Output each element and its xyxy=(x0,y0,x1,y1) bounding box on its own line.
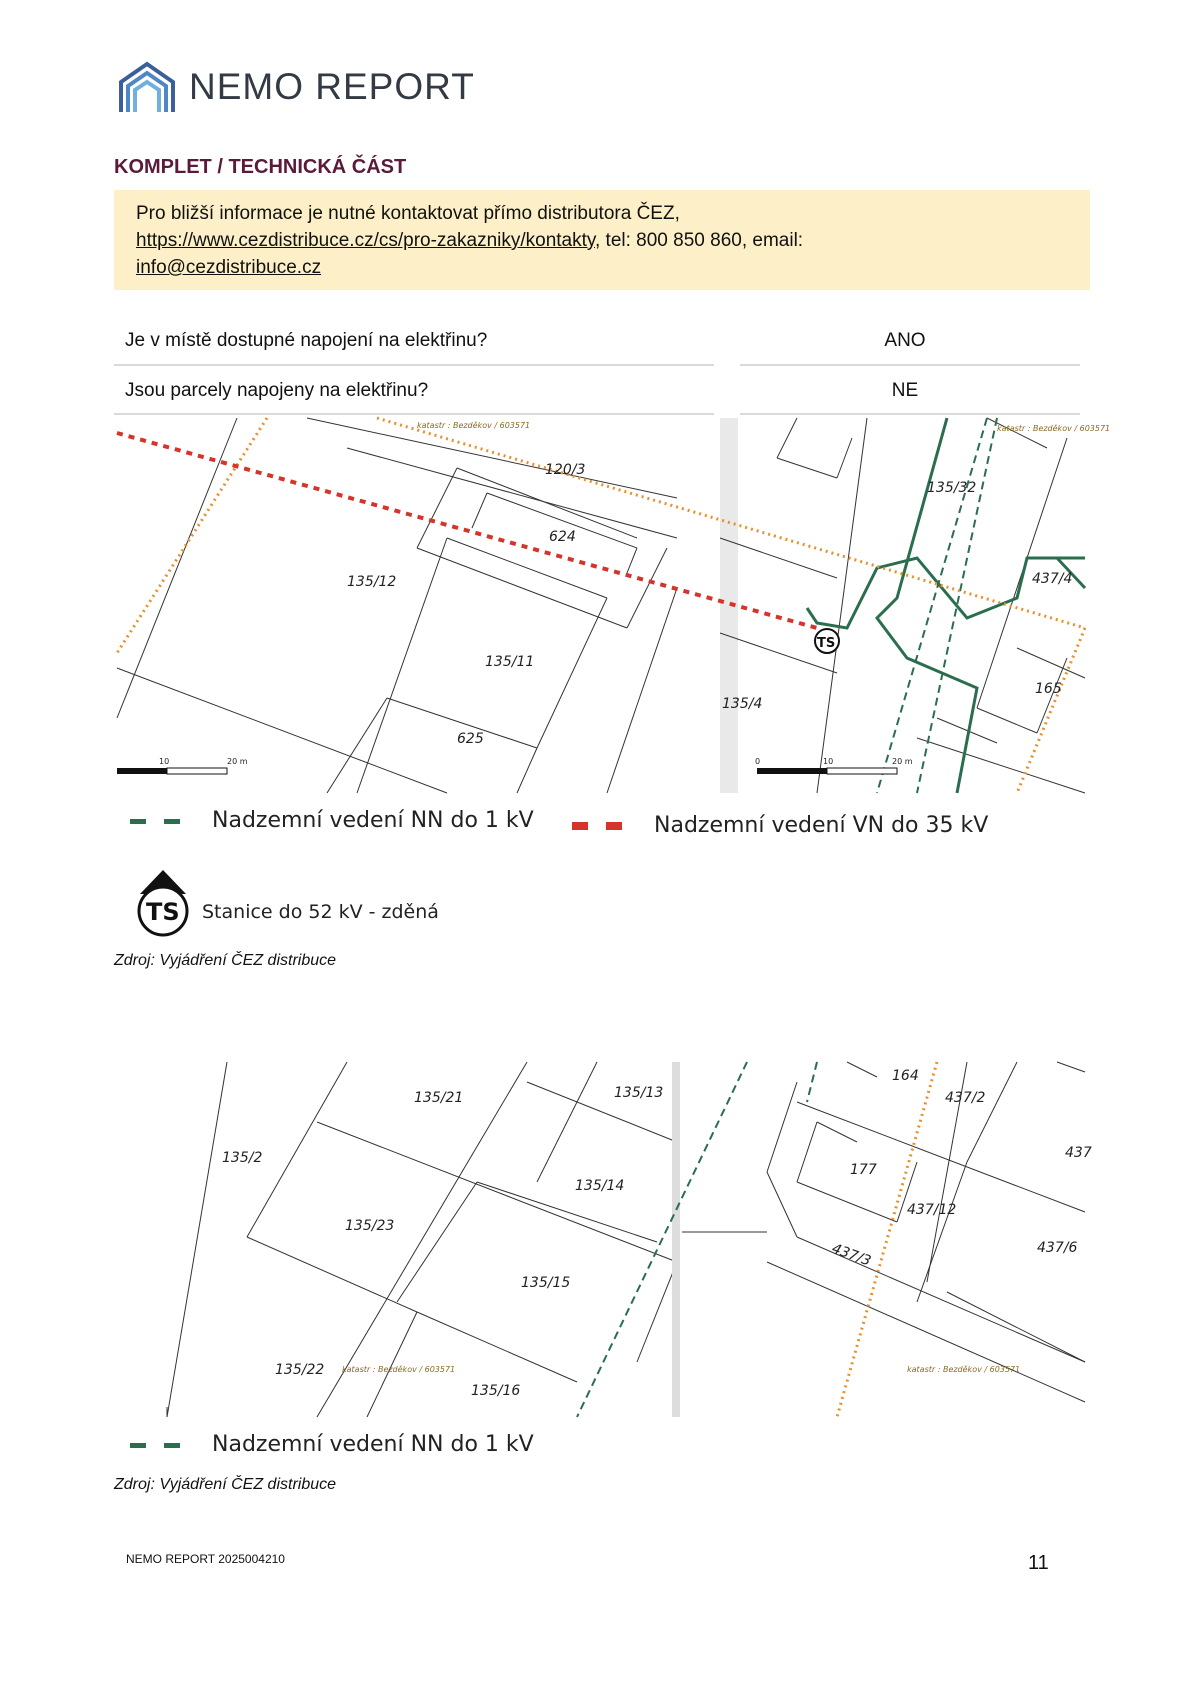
parcel-label: 164 xyxy=(892,1068,919,1084)
parcel-label: 135/11 xyxy=(485,654,535,670)
scale-label: 0 xyxy=(755,757,761,766)
parcel-label: 624 xyxy=(549,529,576,545)
vn-line-symbol xyxy=(570,819,630,833)
scale-label: 10 xyxy=(823,757,834,766)
info-phone: , tel: 800 850 860, email: xyxy=(594,230,804,251)
nn-line-symbol xyxy=(128,815,188,829)
parcel-label: 135/22 xyxy=(275,1362,325,1378)
divider xyxy=(114,413,714,415)
parcel-label: 135/16 xyxy=(471,1383,521,1399)
ts-station-icon xyxy=(134,868,192,938)
cadastre-label: katastr : Bezděkov / 603571 xyxy=(417,421,531,430)
parcel-label: 135/21 xyxy=(414,1090,464,1106)
parcel-label: 135/32 xyxy=(927,480,977,496)
question-1: Je v místě dostupné napojení na elektřinu? xyxy=(125,330,488,351)
map-2-drawing xyxy=(117,1062,1092,1417)
cadastre-label: katastr : Bezděkov / 603571 xyxy=(907,1365,1021,1374)
info-line-2 xyxy=(136,227,1068,254)
parcel-label: 437/12 xyxy=(907,1202,957,1218)
brand-name: NEMO REPORT xyxy=(189,66,475,107)
answer-1: ANO xyxy=(884,330,926,351)
map-1-drawing xyxy=(117,418,1111,793)
parcel-label: 437 xyxy=(1065,1145,1092,1161)
info-box xyxy=(114,190,1090,290)
parcel-label: 120/3 xyxy=(545,462,586,478)
parcel-label: 437/2 xyxy=(945,1090,986,1106)
ts-symbol-text: TS xyxy=(146,898,180,926)
brand-logo xyxy=(117,60,475,116)
logo-mark-icon xyxy=(117,60,177,116)
scale-label: 20 m xyxy=(227,757,248,766)
info-line-3 xyxy=(136,254,1068,281)
nn-line-symbol xyxy=(128,1439,188,1453)
scale-label: 20 m xyxy=(892,757,913,766)
cez-contact-link[interactable]: https://www.cezdistribuce.cz/cs/pro-zakazniky/kontakty xyxy=(136,230,595,251)
divider xyxy=(740,364,1080,366)
parcel-label: 177 xyxy=(850,1162,877,1178)
parcel-label: 135/4 xyxy=(722,696,763,712)
parcel-label: 135/14 xyxy=(575,1178,625,1194)
section-title: KOMPLET / TECHNICKÁ ČÁST xyxy=(114,156,407,178)
parcel-label: 437/3 xyxy=(829,1240,874,1270)
cez-email-link[interactable]: info@cezdistribuce.cz xyxy=(136,257,322,278)
caption-2: Zdroj: Vyjádření ČEZ distribuce xyxy=(114,1476,337,1493)
parcel-label: 135/2 xyxy=(222,1150,263,1166)
map-2 xyxy=(117,1062,1092,1417)
info-line-1: Pro bližší informace je nutné kontaktovat přímo distributora ČEZ, xyxy=(136,203,680,224)
ts-map-label: TS xyxy=(817,636,836,651)
answer-2: NE xyxy=(891,380,919,401)
page-number: 11 xyxy=(1028,1552,1049,1574)
legend-nn-2: Nadzemní vedení NN do 1 kV xyxy=(212,1432,534,1457)
parcel-label: 135/13 xyxy=(614,1085,664,1101)
report-id: NEMO REPORT 2025004210 xyxy=(126,1552,285,1566)
parcel-label: 437/6 xyxy=(1037,1240,1078,1256)
parcel-label: 437/4 xyxy=(1032,571,1073,587)
parcel-label: 135/23 xyxy=(345,1218,395,1234)
legend-nn: Nadzemní vedení NN do 1 kV xyxy=(212,808,534,833)
cadastre-label: katastr : Bezděkov / 603571 xyxy=(342,1365,456,1374)
divider xyxy=(114,364,714,366)
legend-vn: Nadzemní vedení VN do 35 kV xyxy=(654,813,989,838)
parcel-label: 135/15 xyxy=(521,1275,571,1291)
parcel-label: 135/12 xyxy=(347,574,397,590)
caption-1: Zdroj: Vyjádření ČEZ distribuce xyxy=(114,952,337,969)
map-1 xyxy=(117,418,1111,793)
legend-ts: Stanice do 52 kV - zděná xyxy=(202,901,439,923)
parcel-label: 625 xyxy=(457,731,484,747)
question-2: Jsou parcely napojeny na elektřinu? xyxy=(125,380,429,401)
cadastre-label: katastr : Bezděkov / 603571 xyxy=(997,424,1111,433)
parcel-label: 165 xyxy=(1035,681,1062,697)
scale-label: 10 xyxy=(159,757,170,766)
divider xyxy=(740,413,1080,415)
